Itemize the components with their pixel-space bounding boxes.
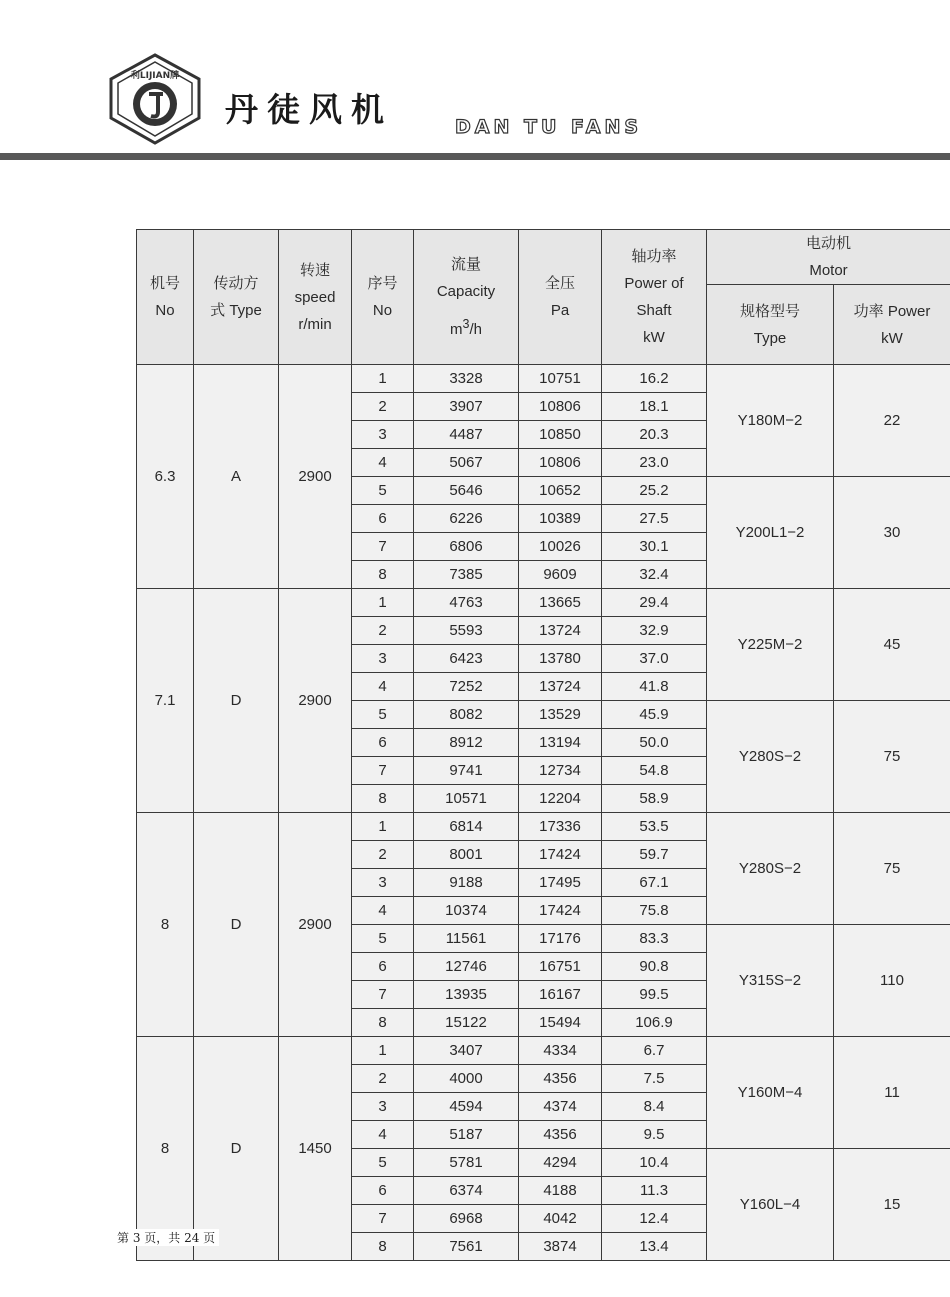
fan-no-cell: 7.1 — [137, 589, 194, 813]
seq-cell: 5 — [352, 1149, 414, 1177]
header-motor-power: 功率 Power kW — [834, 285, 950, 365]
shaft-power-cell: 7.5 — [602, 1065, 707, 1093]
shaft-power-cell: 30.1 — [602, 533, 707, 561]
shaft-power-cell: 90.8 — [602, 953, 707, 981]
pressure-cell: 4356 — [519, 1121, 602, 1149]
capacity-cell: 10374 — [414, 897, 519, 925]
capacity-cell: 6226 — [414, 505, 519, 533]
pressure-cell: 13529 — [519, 701, 602, 729]
seq-cell: 3 — [352, 421, 414, 449]
pressure-cell: 10751 — [519, 365, 602, 393]
pressure-cell: 12204 — [519, 785, 602, 813]
seq-cell: 8 — [352, 785, 414, 813]
pressure-cell: 10652 — [519, 477, 602, 505]
pressure-cell: 10806 — [519, 393, 602, 421]
header-seq: 序号 No — [352, 230, 414, 365]
capacity-cell: 15122 — [414, 1009, 519, 1037]
shaft-power-cell: 25.2 — [602, 477, 707, 505]
table-row — [137, 1037, 950, 1065]
pressure-cell: 4188 — [519, 1177, 602, 1205]
logo-lettering: 利LIJIAN牌 — [130, 71, 180, 81]
motor-type-cell: Y180M−2 — [707, 365, 834, 477]
pressure-cell: 4334 — [519, 1037, 602, 1065]
page-footer: 第 3 页，共 24 页 — [117, 1229, 219, 1246]
table-header — [137, 230, 950, 365]
capacity-cell: 10571 — [414, 785, 519, 813]
seq-cell: 8 — [352, 1233, 414, 1261]
seq-cell: 1 — [352, 813, 414, 841]
shaft-power-cell: 29.4 — [602, 589, 707, 617]
pressure-cell: 4356 — [519, 1065, 602, 1093]
seq-cell: 8 — [352, 561, 414, 589]
fan-spec-table — [136, 229, 950, 1261]
capacity-cell: 3328 — [414, 365, 519, 393]
seq-cell: 7 — [352, 533, 414, 561]
header-shaft-power: 轴功率 Power of Shaft kW — [602, 230, 707, 365]
shaft-power-cell: 32.4 — [602, 561, 707, 589]
capacity-cell: 6806 — [414, 533, 519, 561]
shaft-power-cell: 8.4 — [602, 1093, 707, 1121]
shaft-power-cell: 50.0 — [602, 729, 707, 757]
seq-cell: 2 — [352, 1065, 414, 1093]
seq-cell: 5 — [352, 701, 414, 729]
capacity-cell: 7561 — [414, 1233, 519, 1261]
shaft-power-cell: 32.9 — [602, 617, 707, 645]
seq-cell: 2 — [352, 841, 414, 869]
shaft-power-cell: 16.2 — [602, 365, 707, 393]
pressure-cell: 17336 — [519, 813, 602, 841]
pressure-cell: 4042 — [519, 1205, 602, 1233]
fan-no-cell: 6.3 — [137, 365, 194, 589]
capacity-cell: 6423 — [414, 645, 519, 673]
pressure-cell: 17495 — [519, 869, 602, 897]
speed-cell: 2900 — [279, 589, 352, 813]
header-no: 机号 No — [137, 230, 194, 365]
shaft-power-cell: 11.3 — [602, 1177, 707, 1205]
capacity-cell: 9741 — [414, 757, 519, 785]
header-divider — [0, 153, 950, 160]
fan-no-cell: 8 — [137, 813, 194, 1037]
shaft-power-cell: 54.8 — [602, 757, 707, 785]
shaft-power-cell: 41.8 — [602, 673, 707, 701]
table-row — [137, 813, 950, 841]
brand-name-english: DAN TU FANS — [455, 116, 643, 138]
shaft-power-cell: 83.3 — [602, 925, 707, 953]
pressure-cell: 17424 — [519, 897, 602, 925]
shaft-power-cell: 59.7 — [602, 841, 707, 869]
table-body — [137, 365, 950, 1261]
speed-cell: 1450 — [279, 1037, 352, 1261]
shaft-power-cell: 10.4 — [602, 1149, 707, 1177]
pressure-cell: 9609 — [519, 561, 602, 589]
pressure-cell: 13724 — [519, 673, 602, 701]
capacity-cell: 11561 — [414, 925, 519, 953]
motor-type-cell: Y200L1−2 — [707, 477, 834, 589]
seq-cell: 6 — [352, 953, 414, 981]
motor-type-cell: Y160L−4 — [707, 1149, 834, 1261]
seq-cell: 7 — [352, 757, 414, 785]
capacity-cell: 4487 — [414, 421, 519, 449]
capacity-cell: 3907 — [414, 393, 519, 421]
capacity-cell: 8001 — [414, 841, 519, 869]
pressure-cell: 16167 — [519, 981, 602, 1009]
seq-cell: 4 — [352, 449, 414, 477]
capacity-cell: 6968 — [414, 1205, 519, 1233]
pressure-cell: 4374 — [519, 1093, 602, 1121]
speed-cell: 2900 — [279, 365, 352, 589]
shaft-power-cell: 67.1 — [602, 869, 707, 897]
header-capacity: 流量 Capacity $m^3/h$ — [414, 230, 519, 365]
pressure-cell: 10850 — [519, 421, 602, 449]
capacity-cell: 5646 — [414, 477, 519, 505]
seq-cell: 3 — [352, 869, 414, 897]
speed-cell: 2900 — [279, 813, 352, 1037]
pressure-cell: 10806 — [519, 449, 602, 477]
capacity-cell: 13935 — [414, 981, 519, 1009]
shaft-power-cell: 23.0 — [602, 449, 707, 477]
seq-cell: 7 — [352, 1205, 414, 1233]
header-pressure: 全压 Pa — [519, 230, 602, 365]
motor-type-cell: Y280S−2 — [707, 813, 834, 925]
motor-type-cell: Y315S−2 — [707, 925, 834, 1037]
motor-power-cell: 75 — [834, 813, 950, 925]
motor-power-cell: 75 — [834, 701, 950, 813]
capacity-cell: 4763 — [414, 589, 519, 617]
pressure-cell: 13780 — [519, 645, 602, 673]
pressure-cell: 13194 — [519, 729, 602, 757]
pressure-cell: 17176 — [519, 925, 602, 953]
pressure-cell: 16751 — [519, 953, 602, 981]
capacity-cell: 7252 — [414, 673, 519, 701]
capacity-cell: 5593 — [414, 617, 519, 645]
pressure-cell: 15494 — [519, 1009, 602, 1037]
motor-power-cell: 30 — [834, 477, 950, 589]
capacity-cell: 6814 — [414, 813, 519, 841]
shaft-power-cell: 6.7 — [602, 1037, 707, 1065]
capacity-cell: 9188 — [414, 869, 519, 897]
shaft-power-cell: 13.4 — [602, 1233, 707, 1261]
seq-cell: 1 — [352, 365, 414, 393]
capacity-cell: 5067 — [414, 449, 519, 477]
capacity-cell: 4594 — [414, 1093, 519, 1121]
header-speed: 转速 speed r/min — [279, 230, 352, 365]
shaft-power-cell: 20.3 — [602, 421, 707, 449]
seq-cell: 6 — [352, 505, 414, 533]
seq-cell: 1 — [352, 589, 414, 617]
motor-power-cell: 22 — [834, 365, 950, 477]
capacity-cell: 6374 — [414, 1177, 519, 1205]
shaft-power-cell: 45.9 — [602, 701, 707, 729]
shaft-power-cell: 37.0 — [602, 645, 707, 673]
shaft-power-cell: 12.4 — [602, 1205, 707, 1233]
motor-power-cell: 15 — [834, 1149, 950, 1261]
shaft-power-cell: 9.5 — [602, 1121, 707, 1149]
table-row — [137, 365, 950, 393]
fan-no-cell: 8 — [137, 1037, 194, 1261]
seq-cell: 1 — [352, 1037, 414, 1065]
pressure-cell: 13724 — [519, 617, 602, 645]
pressure-cell: 10389 — [519, 505, 602, 533]
company-logo — [105, 52, 205, 146]
brand-name-chinese: 丹徒风机 — [225, 90, 393, 129]
drive-type-cell: D — [194, 813, 279, 1037]
motor-type-cell: Y225M−2 — [707, 589, 834, 701]
capacity-cell: 3407 — [414, 1037, 519, 1065]
pressure-cell: 4294 — [519, 1149, 602, 1177]
shaft-power-cell: 58.9 — [602, 785, 707, 813]
capacity-cell: 7385 — [414, 561, 519, 589]
seq-cell: 4 — [352, 897, 414, 925]
seq-cell: 6 — [352, 1177, 414, 1205]
header-motor-type: 规格型号 Type — [707, 285, 834, 365]
capacity-cell: 8082 — [414, 701, 519, 729]
seq-cell: 8 — [352, 1009, 414, 1037]
table-row — [137, 589, 950, 617]
seq-cell: 3 — [352, 1093, 414, 1121]
capacity-cell: 5781 — [414, 1149, 519, 1177]
seq-cell: 5 — [352, 925, 414, 953]
shaft-power-cell: 27.5 — [602, 505, 707, 533]
drive-type-cell: D — [194, 1037, 279, 1261]
capacity-cell: 4000 — [414, 1065, 519, 1093]
motor-power-cell: 110 — [834, 925, 950, 1037]
capacity-cell: 5187 — [414, 1121, 519, 1149]
seq-cell: 3 — [352, 645, 414, 673]
shaft-power-cell: 18.1 — [602, 393, 707, 421]
shaft-power-cell: 75.8 — [602, 897, 707, 925]
capacity-cell: 12746 — [414, 953, 519, 981]
page-header — [0, 0, 950, 165]
drive-type-cell: A — [194, 365, 279, 589]
shaft-power-cell: 106.9 — [602, 1009, 707, 1037]
seq-cell: 7 — [352, 981, 414, 1009]
drive-type-cell: D — [194, 589, 279, 813]
pressure-cell: 3874 — [519, 1233, 602, 1261]
seq-cell: 2 — [352, 393, 414, 421]
pressure-cell: 13665 — [519, 589, 602, 617]
shaft-power-cell: 99.5 — [602, 981, 707, 1009]
motor-power-cell: 11 — [834, 1037, 950, 1149]
seq-cell: 2 — [352, 617, 414, 645]
seq-cell: 5 — [352, 477, 414, 505]
seq-cell: 6 — [352, 729, 414, 757]
motor-power-cell: 45 — [834, 589, 950, 701]
shaft-power-cell: 53.5 — [602, 813, 707, 841]
header-drive-type: 传动方 式 Type — [194, 230, 279, 365]
seq-cell: 4 — [352, 1121, 414, 1149]
motor-type-cell: Y280S−2 — [707, 701, 834, 813]
motor-type-cell: Y160M−4 — [707, 1037, 834, 1149]
pressure-cell: 10026 — [519, 533, 602, 561]
header-motor: 电动机 Motor — [707, 230, 950, 285]
pressure-cell: 12734 — [519, 757, 602, 785]
capacity-cell: 8912 — [414, 729, 519, 757]
seq-cell: 4 — [352, 673, 414, 701]
pressure-cell: 17424 — [519, 841, 602, 869]
